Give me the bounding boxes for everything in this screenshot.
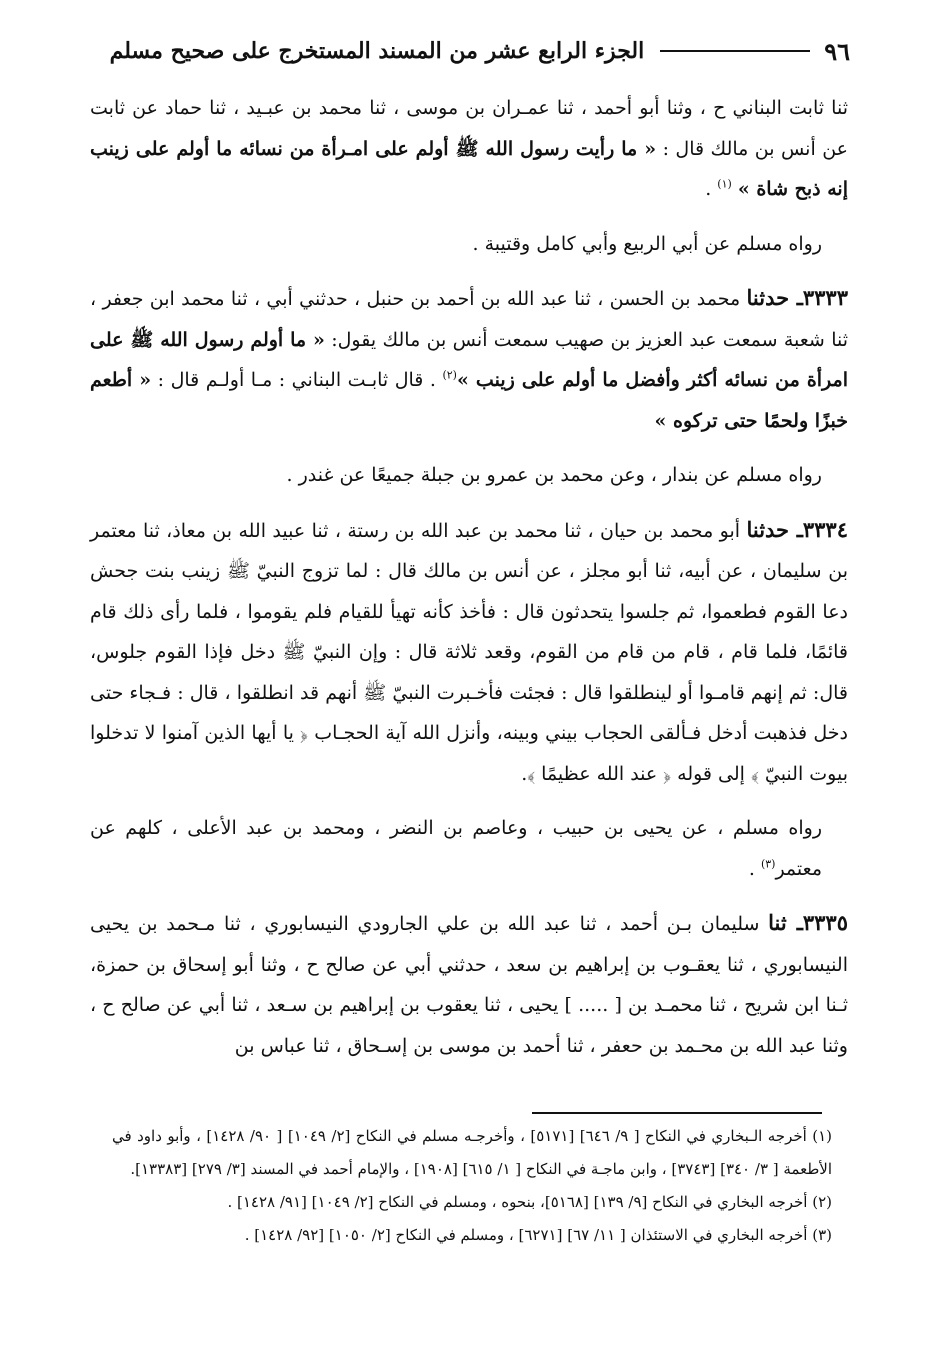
hadith-paragraph <box>90 278 848 441</box>
paragraph-text: سليمان بـن أحمد ، ثنا عبد الله بن علي الجارودي النيسابوري ، ثنا مـحمد بن يحيى النيسابوري ، ثنا يعقـوب بن إبراهيم بن سعد ، حدثني أبي عن صالح ح ، وثنا أبو إسحاق بن حمزة، ثـنا ابن شريح ، ثنا محمـد بن [ ..... ] يحيى ، ثنا يعقوب بن إبراهيم بن سـعد ، ثنا أبي عن صالح ح ، وثنا عبد الله بن محـمد بن حعفر ، ثنا أحمد بن موسى بن إسـحاق ، ثنا عباس بن <box>90 913 848 1057</box>
quoted-text: « أطعم خبزًا ولحمًا حتى تركوه » <box>90 369 848 432</box>
paragraph-text: ثنا ثابت البناني ح ، وثنا أبو أحمد ، ثنا عمـران بن موسى ، ثنا محمد بن عبـيد ، ثنا حماد عن ثابت عن أنس بن مالك قال : <box>90 97 848 160</box>
page-number: ٩٦ <box>824 36 850 66</box>
paragraph-text: . قال ثابـت البناني : مـا أولـم قال : <box>151 369 443 391</box>
hadith-paragraph <box>90 903 848 1066</box>
narration-note <box>90 808 822 889</box>
paragraph-text: . <box>748 857 761 880</box>
quoted-text: « ما رأيت رسول الله ﷺ أولم على امـرأة من نسائه ما أولم على زينب إنه ذبح شاة » <box>90 137 848 200</box>
hadith-paragraph <box>90 510 848 795</box>
hadith-number: ٣٣٣٣ـ حدثنا <box>746 285 848 310</box>
running-title: الجزء الرابع عشر من المسند المستخرج على صحيح مسلم <box>109 38 645 64</box>
footnotes <box>112 1120 832 1252</box>
narration-note: رواه مسلم عن أبي الربيع وأبي كامل وقتيبة . <box>472 232 822 255</box>
footnote: (٢) أخرجه البخاري في النكاح [٩/ ١٣٩] [٥١٦٨]، بنحوه ، ومسلم في النكاح [٢/ ١٠٤٩] [٩١/ ١٤٢٨] . <box>227 1193 832 1211</box>
footnote-ref: (٣) <box>760 857 776 871</box>
footnote-ref: (١) <box>717 177 732 191</box>
footnote: (١) أخرجه الـبخاري في النكاح [ ٩/ ٦٤٦] [٥١٧١] ، وأخرجـه مسلم في النكاح [٢/ ١٠٤٩] [ ٩٠/ ١٤٢٨] ، وأبو داود في الأطعمة [ ٣/ ٣٤٠] [٣٧٤٣] ، وابن ماجـة في النكاح [ ١/ ٦١٥] [١٩٠٨] ، والإمام أحمد في المسند [٣/ ٢٧٩] [١٣٣٨٣]. <box>112 1127 832 1178</box>
header-rule <box>660 50 810 52</box>
hadith-number: ٣٣٣٥ـ ثنا <box>768 910 848 935</box>
narration-note: رواه مسلم عن بندار ، وعن محمد بن عمرو بن جبلة جميعًا عن غندر . <box>286 464 822 486</box>
paragraph-text: محمد بن الحسن ، ثنا عبد الله بن أحمد بن حنبل ، حدثني أبي ، ثنا محمد ابن جعفر ، ثنا شعبة سمعت عبد العزيز بن صهيب سمعت أنس بن مالك يقول: <box>90 288 849 351</box>
hadith-number: ٣٣٣٤ـ حدثنا <box>746 516 848 542</box>
footnote-ref: (٢) <box>442 368 457 382</box>
main-text <box>90 88 848 1080</box>
paragraph-text: . <box>705 178 718 200</box>
footnote: (٣) أخرجه البخاري في الاستئذان [ ١١/ ٦٧] [٦٢٧١] ، ومسلم في النكاح [٢/ ١٠٥٠] [٩٢/ ١٤٢٨] . <box>244 1226 832 1244</box>
paragraph-text: أبو محمد بن حيان ، ثنا محمد بن عبد الله بن رستة ، ثنا عبيد الله بن معاذ، ثنا معتمر بن سليمان ، عن أبيه، ثنا أبو مجلز ، عن أنس بن مالك قال : لما تزوج النبيّ ﷺ زينب بنت جحش دعا القوم فطعموا، ثم جلسوا يتحدثون قال : فأخذ كأنه تهيأ للقيام فلم يقوموا ، فلما رأى ذلك قام قائمًا، فلما قام ، قام من قام من القوم، وقعد ثلاثة قال : وإن النبيّ ﷺ دخل فإذا القوم جلوس، قال: ثم إنهم قامـوا أو لينطلقوا قال : فجئت فأخـبرت النبيّ ﷺ أنهم قد انطلقوا ، قال : فـجاء حتى دخل فذهبت أدخل فـألقى الحجاب بيني وبينه، وأنزل الله آية الحجـاب ﴿ يا أيها الذين آمنوا لا تدخلوا بيوت النبيّ ﴾ إلى قوله ﴿ عند الله عظيمًا ﴾. <box>90 519 848 785</box>
footnote-rule <box>532 1112 822 1114</box>
quoted-text: « ما أولم رسول الله ﷺ على امرأة من نسائه أكثر وأفضل ما أولم على زينب » <box>90 328 848 391</box>
page-header <box>100 34 850 68</box>
paragraph-text: رواه مسلم ، عن يحيى بن حبيب ، وعاصم بن النضر ، ومحمد بن عبد الأعلى ، كلهم عن معتمر <box>90 817 822 880</box>
continuation-paragraph <box>90 88 848 210</box>
